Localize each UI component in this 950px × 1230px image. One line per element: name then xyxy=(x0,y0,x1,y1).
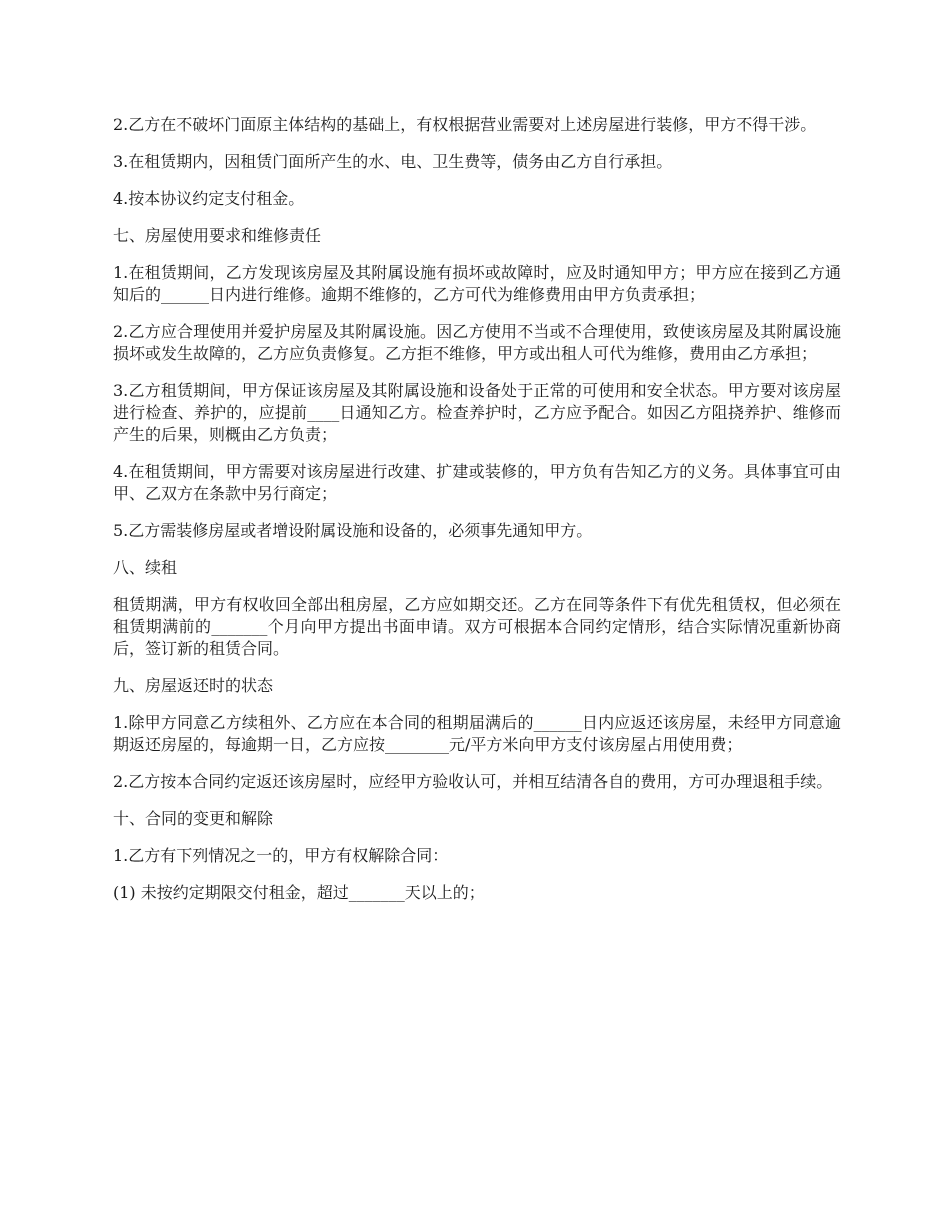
clause-6-item-4: 4.按本协议约定支付租金。 xyxy=(113,189,305,208)
document-body xyxy=(113,114,841,919)
clause-6-item-3: 3.在租赁期内，因租赁门面所产生的水、电、卫生费等，债务由乙方自行承担。 xyxy=(113,152,673,171)
section-heading-9: 九、房屋返还时的状态 xyxy=(113,676,274,695)
clause-7-item-2: 2.乙方应合理使用并爱护房屋及其附属设施。因乙方使用不当或不合理使用，致使该房屋及其附属设施损坏或发生故障的，乙方应负责修复。乙方拒不维修，甲方或出租人可代为维修，费用由乙方承担； xyxy=(113,322,841,363)
clause-10-subitem-1: (1) 未按约定期限交付租金，超过_______天以上的； xyxy=(113,883,485,902)
section-heading-8: 八、续租 xyxy=(113,558,178,577)
clause-7-item-1: 1.在租赁期间，乙方发现该房屋及其附属设施有损坏或故障时，应及时通知甲方；甲方应在接到乙方通知后的______日内进行维修。逾期不维修的，乙方可代为维修费用由甲方负责承担； xyxy=(113,263,841,304)
section-heading-10: 十、合同的变更和解除 xyxy=(113,809,274,828)
clause-7-item-3: 3.乙方租赁期间，甲方保证该房屋及其附属设施和设备处于正常的可使用和安全状态。甲方要对该房屋进行检查、养护的，应提前____日通知乙方。检查养护时，乙方应予配合。如因乙方阻挠养护、维修而产生的后果，则概由乙方负责； xyxy=(113,381,841,444)
clause-7-item-4: 4.在租赁期间，甲方需要对该房屋进行改建、扩建或装修的，甲方负有告知乙方的义务。具体事宜可由甲、乙双方在条款中另行商定； xyxy=(113,462,841,503)
clause-9-item-2: 2.乙方按本合同约定返还该房屋时，应经甲方验收认可，并相互结清各自的费用，方可办理退租手续。 xyxy=(113,772,833,791)
clause-10-item-1: 1.乙方有下列情况之一的，甲方有权解除合同： xyxy=(113,846,449,865)
clause-7-item-5: 5.乙方需装修房屋或者增设附属设施和设备的，必须事先通知甲方。 xyxy=(113,521,593,540)
clause-8-body: 租赁期满，甲方有权收回全部出租房屋，乙方应如期交还。乙方在同等条件下有优先租赁权，但必须在租赁期满前的_______个月向甲方提出书面申请。双方可根据本合同约定情形，结合实际情况重新协商后，签订新的租赁合同。 xyxy=(113,595,841,658)
section-heading-7: 七、房屋使用要求和维修责任 xyxy=(113,226,322,245)
clause-6-item-2: 2.乙方在不破坏门面原主体结构的基础上，有权根据营业需要对上述房屋进行装修，甲方不得干涉。 xyxy=(113,115,817,134)
clause-9-item-1: 1.除甲方同意乙方续租外、乙方应在本合同的租期届满后的______日内应返还该房屋，未经甲方同意逾期返还房屋的，每逾期一日，乙方应按________元/平方米向甲方支付该房屋占用使用费； xyxy=(113,713,841,754)
